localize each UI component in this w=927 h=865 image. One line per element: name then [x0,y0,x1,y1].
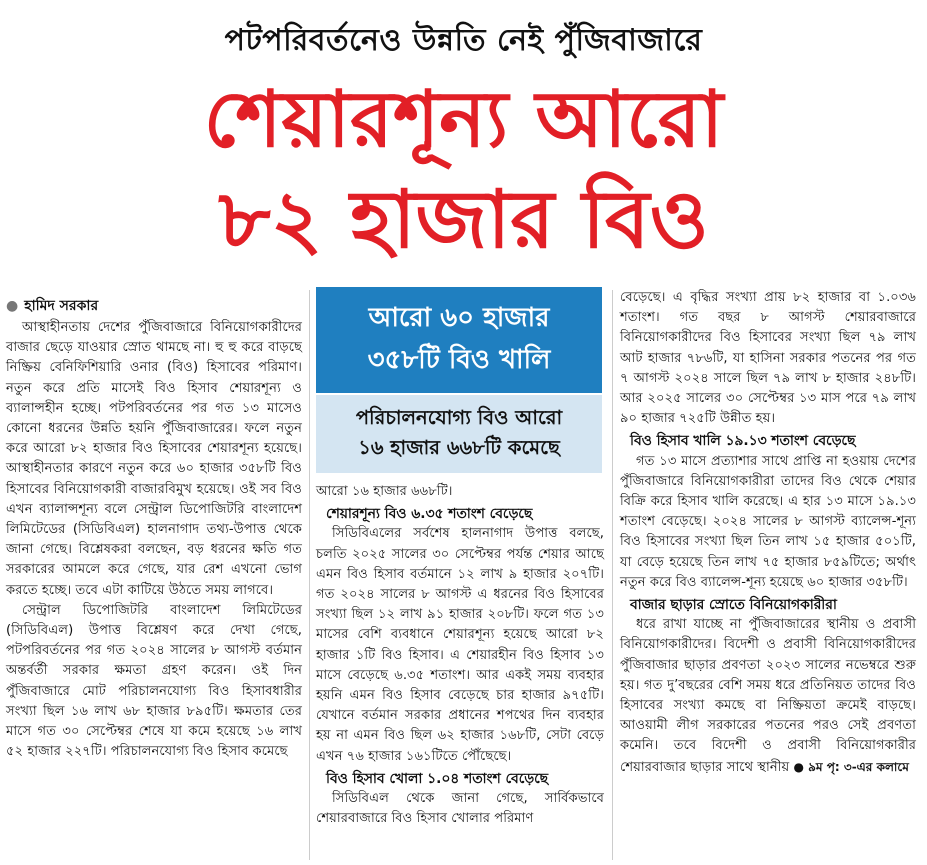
paragraph: আরো ১৬ হাজার ৬৬৮টি। [316,484,453,499]
subheading: বাজার ছাড়ার স্রোতে বিনিয়োগকারীরা [630,597,837,614]
kicker-headline: পটপরিবর্তনেও উন্নতি নেই পুঁজিবাজারে [224,23,703,58]
column-divider [309,290,310,860]
main-headline-line2: ৮২ হাজার বিও [218,173,709,266]
main-headline-line1: শেয়ারশূন্য আরো [203,75,724,165]
subheading: বিও হিসাব খালি ১৯.১৩ শতাংশ বেড়েছে [630,433,856,450]
highlight-line: পরিচালনযোগ্য বিও আরো [355,406,563,429]
author-name: হামিদ সরকার [24,298,99,314]
highlight-box-secondary [316,395,602,473]
subheading: বিও হিসাব খোলা ১.০৪ শতাংশ বেড়েছে [326,770,549,787]
highlight-line: ৩৫৮টি বিও খালি [367,345,551,375]
article-column-3 [620,288,916,778]
byline [6,294,98,318]
paragraph-text: ধরে রাখা যাচ্ছে না পুঁজিবাজারের স্থানীয় ও প্রবাসী বিনিয়োগকারীদের। বিদেশী ও প্রবাসী বিনিয়োগকারীদের পুঁজিবাজার ছাড়ার প্রবণতা ২০২৩ সালের নভেম্বরে শুরু হয়। গত দু’বছরের বেশি সময় ধরে প্রতিনিয়ত তাদের বিও হিসাবের সংখ্যা কমছে বা নিষ্ক্রিয়তা ক্রমেই বাড়ছে। আওয়ামী লীগ সরকারের পতনের পরও সেই প্রবণতা কমেনি। তবে বিদেশী ও প্রবাসী বিনিয়োগকারীর শেয়ারবাজার ছাড়ার সাথে স্থানীয় [620,617,916,775]
article-column-2 [316,482,604,829]
paragraph: আস্থাহীনতায় দেশের পুঁজিবাজারে বিনিয়োগকারীদের বাজার ছেড়ে যাওয়ার স্রোত থামছে না। হু হু করে বাড়ছে নিষ্ক্রিয় বেনিফিশিয়ারি ওনার (বিও) হিসাবের পরিমাণ। নতুন করে প্রতি মাসেই বিও হিসাব শেয়ারশূন্য ও ব্যালান্সহীন হচ্ছে। পটপরিবর্তনের পর গত ১৩ মাসেও কোনো ধরনের উন্নতি হয়নি পুঁজিবাজারের। ফলে নতুন করে আরো ৮২ হাজার বিও হিসাবের শেয়ারশূন্য হয়েছে। আস্থাহীনতার কারণে নতুন করে ৬০ হাজার ৩৫৮টি বিও হিসাবের বিনিয়োগকারী বাজারবিমুখ হয়েছে। ওই সব বিও এখন ব্যালান্সশূন্য বলে সেন্ট্রাল ডিপোজিটরি বাংলাদেশ লিমিটেডের (সিডিবিএল) হালনাগাদ তথ্য-উপাত্ত থেকে জানা গেছে। বিশ্লেষকরা বলছেন, বড় ধরনের ক্ষতি গত সরকারের আমলে করে গেছে, যার রেশ এখনো ভোগ করতে হচ্ছে। তবে এটা কাটিয়ে উঠতে সময় লাগবে। [6,320,302,598]
paragraph: গত ১৩ মাসে প্রত্যাশার সাথে প্রাপ্তি না হওয়ায় দেশের পুঁজিবাজারে বিনিয়োগকারীরা তাদের বিও থেকে শেয়ার বিক্রি করে হিসাব খালি করেছে। এ হার ১৩ মাসে ১৯.১৩ শতাংশ বেড়েছে। ২০২৪ সালের ৮ আগস্ট ব্যালেন্স-শূন্য বিও হিসাবের সংখ্যা ছিল তিন লাখ ১৫ হাজার ৫০১টি, যা বেড়ে হয়েছে তিন লাখ ৭৫ হাজার ৮৫৯টিতে; অর্থাৎ নতুন করে বিও ব্যালেন্স-শূন্য হয়েছে ৬০ হাজার ৩৫৮টি। [620,453,916,590]
article-column-1 [6,318,302,762]
highlight-box-primary [316,287,602,393]
jump-reference: ● ৯ম পৃ: ৩-এর কলামে [793,759,909,774]
paragraph: সিডিবিএল থেকে জানা গেছে, সার্বিকভাবে শেয়ারবাজারে বিও হিসাব খোলার পরিমাণ [316,791,604,827]
highlight-line: ১৬ হাজার ৬৬৮টি কমেছে [358,436,560,459]
jump-text: ৯ম পৃ: ৩-এর কলামে [808,759,909,774]
bullet-icon: ● [6,298,19,314]
paragraph: সিডিবিএলের সর্বশেষ হালনাগাদ উপাত্ত বলছে, চলতি ২০২৫ সালের ৩০ সেপ্টেম্বর পর্যন্ত শেয়ার আছে এমন বিও হিসাব বর্তমানে ১২ লাখ ৯ হাজার ২০৭টি। গত ২০২৪ সালের ৮ আগস্ট এ ধরনের বিও হিসাবের সংখ্যা ছিল ১২ লাখ ৯১ হাজার ২০৮টি। ফলে গত ১৩ মাসের বেশি ব্যবধানে শেয়ারশূন্য হয়েছে আরো ৮২ হাজার ১টি বিও হিসাব। এ শেয়ারহীন বিও হিসাব ১৩ মাসে বেড়েছে ৬.৩৫ শতাংশ। আর একই সময় ব্যবহার হয়নি এমন বিও হিসাব বেড়েছে চার হাজার ৯৭৫টি। যেখানে বর্তমান সরকার প্রধানের শপথের দিন ব্যবহার হয় না এমন বিও ছিল ৬২ হাজার ১৬৮টি, সেটা বেড়ে এখন ৭৬ হাজার ১৬১টিতে পৌঁছেছে। [316,526,604,764]
paragraph: বেড়েছে। এ বৃদ্ধির সংখ্যা প্রায় ৮২ হাজার বা ১.০৩৬ শতাংশ। গত বছর ৮ আগস্ট শেয়ারবাজারে বিনিয়োগকারীদের বিও হিসাবের সংখ্যা ছিল ৭৯ লাখ আট হাজার ৭৮৬টি, যা হাসিনা সরকার পতনের পর গত ৭ আগস্ট ২০২৪ সালে ছিল ৭৯ লাখ ৮ হাজার ২৪৮টি। আর ২০২৫ সালের ৩০ সেপ্টেম্বর ১৩ মাস পরে ৭৯ লাখ ৯০ হাজার ৭২৫টি উন্নীত হয়। [620,290,916,427]
subheading: শেয়ারশূন্য বিও ৬.৩৫ শতাংশ বেড়েছে [326,506,533,523]
highlight-line: আরো ৬০ হাজার [368,303,550,333]
column-divider [612,290,613,860]
paragraph [620,615,916,778]
paragraph: সেন্ট্রাল ডিপোজিটরি বাংলাদেশ লিমিটেডের (সিডিবিএল) উপাত্ত বিশ্লেষণ করে দেখা গেছে, পটপরিবর্তনের পর গত ২০২৪ সালের ৮ আগস্ট বর্তমান অন্তর্বর্তী সরকার ক্ষমতা গ্রহণ করেন। ওই দিন পুঁজিবাজারে মোট পরিচালনযোগ্য বিও হিসাবধারীর সংখ্যা ছিল ১৬ লাখ ৬৮ হাজার ৮৯৫টি। ক্ষমতার তের মাসে গত ৩০ সেপ্টেম্বর শেষে যা কমে হয়েছে ১৬ লাখ ৫২ হাজার ২২৭টি। পরিচালনযোগ্য বিও হিসাব কমেছে [6,602,302,760]
